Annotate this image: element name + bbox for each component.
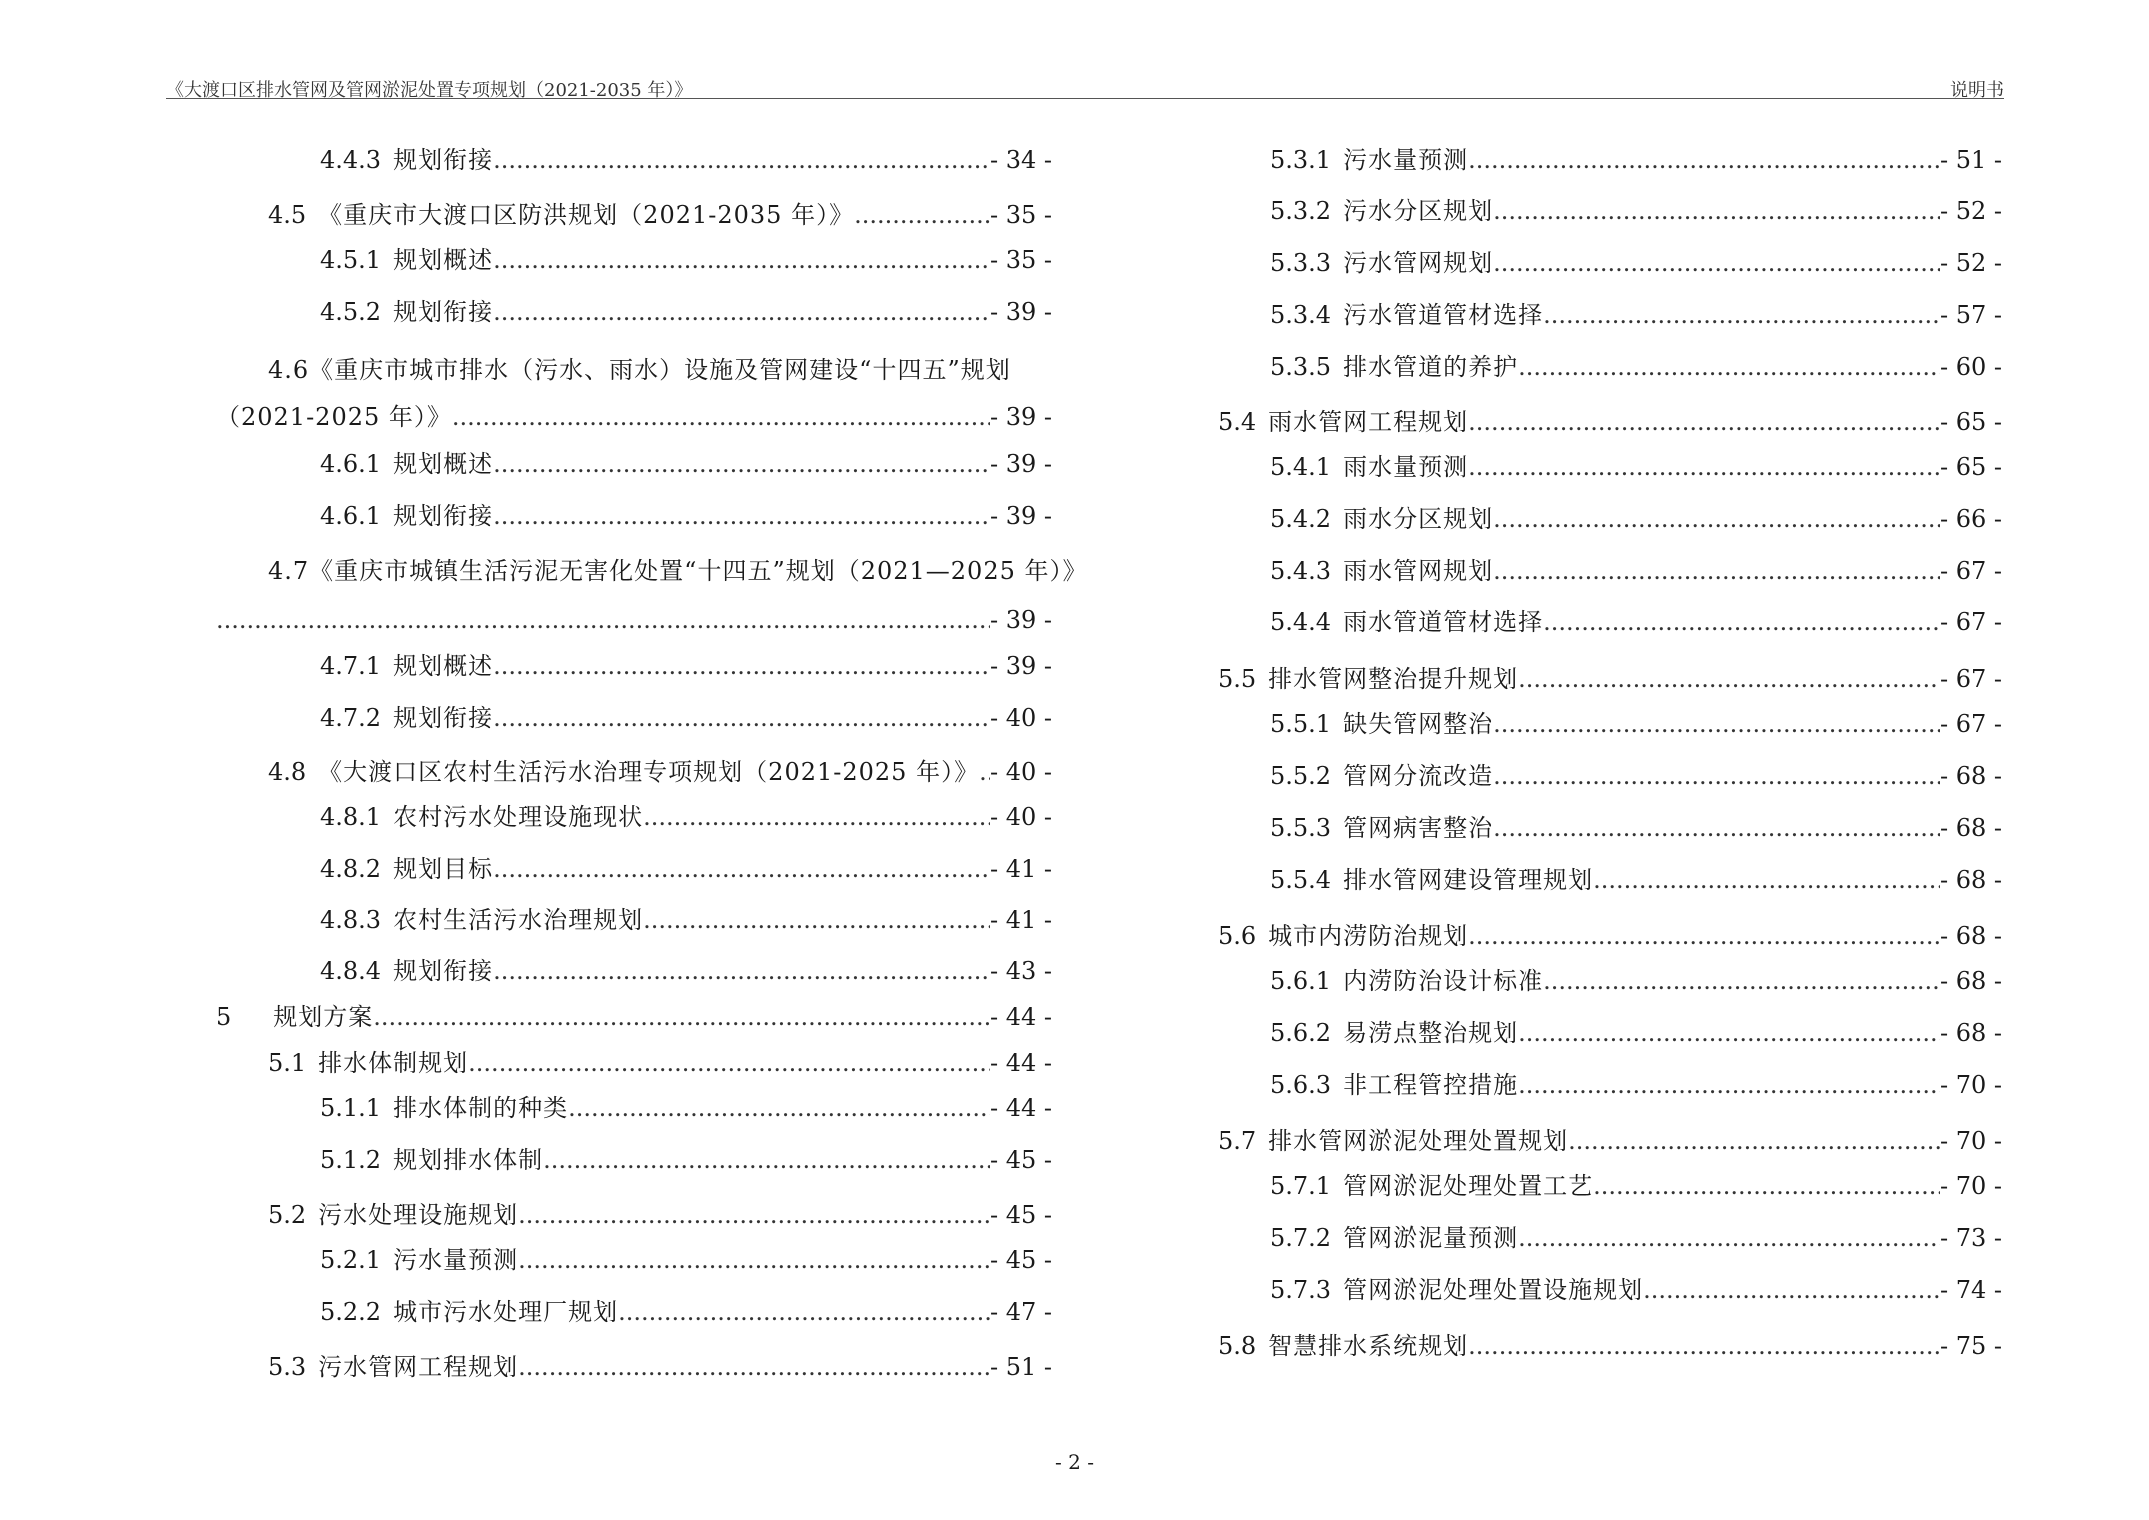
- toc-entry-page: - 39 -: [989, 652, 1052, 680]
- toc-entry-number: 5.4.4: [1270, 608, 1332, 636]
- dot-leader: [1468, 1332, 1940, 1360]
- toc-entry[interactable]: [268, 1353, 1052, 1381]
- toc-entry[interactable]: [320, 1298, 1052, 1326]
- toc-entry[interactable]: [1218, 408, 2002, 436]
- toc-entry-line2[interactable]: [216, 606, 1052, 634]
- toc-entry-page: - 51 -: [1939, 146, 2002, 174]
- toc-entry-page: - 65 -: [1939, 408, 2002, 436]
- toc-entry-title: 排水体制的种类: [393, 1094, 569, 1122]
- toc-entry-page: - 66 -: [1939, 505, 2002, 533]
- toc-entry-number: 4.4.3: [320, 146, 382, 174]
- toc-entry-number: 4.5.1: [320, 246, 382, 274]
- toc-entry-title: 排水管网整治提升规划: [1268, 665, 1519, 693]
- toc-entry-number: 5.8: [1218, 1332, 1257, 1360]
- toc-entry[interactable]: [1270, 1276, 2002, 1304]
- toc-entry-title: 排水管道的养护: [1343, 353, 1519, 381]
- toc-entry-title: 管网淤泥处理处置工艺: [1343, 1172, 1594, 1200]
- dot-leader: [1543, 967, 1940, 995]
- dot-leader: [1568, 1127, 1940, 1155]
- toc-entry-number: 4.8.3: [320, 906, 382, 934]
- dot-leader: [493, 502, 990, 530]
- toc-entry[interactable]: [1270, 146, 2002, 174]
- toc-entry-number: 5.3.2: [1270, 197, 1332, 225]
- toc-entry-line1[interactable]: [268, 356, 1011, 384]
- toc-entry-number: 4.7.1: [320, 652, 382, 680]
- toc-entry-title: 污水处理设施规划: [318, 1201, 519, 1229]
- toc-entry-number: 5.5.1: [1270, 710, 1332, 738]
- toc-entry[interactable]: [1270, 608, 2002, 636]
- toc-entry-page: - 35 -: [989, 201, 1052, 229]
- toc-entry-page: - 45 -: [989, 1246, 1052, 1274]
- toc-entry-number: 5.3.5: [1270, 353, 1332, 381]
- toc-entry-page: - 41 -: [989, 906, 1052, 934]
- toc-entry-number: 5.3.1: [1270, 146, 1332, 174]
- toc-entry-number: 5.2: [268, 1201, 307, 1229]
- toc-entry-title: 污水量预测: [393, 1246, 519, 1274]
- dot-leader: [643, 906, 990, 934]
- toc-entry-number: 5.3.4: [1270, 301, 1332, 329]
- toc-entry-title: 规划方案: [273, 1003, 374, 1031]
- toc-entry-number: 4.5: [268, 201, 307, 229]
- toc-entry[interactable]: [1270, 1071, 2002, 1099]
- toc-entry[interactable]: [320, 450, 1052, 478]
- toc-entry-title: 规划衔接: [393, 298, 494, 326]
- dot-leader: [518, 1201, 990, 1229]
- toc-entry[interactable]: [320, 298, 1052, 326]
- toc-entry-title: 城市污水处理厂规划: [393, 1298, 619, 1326]
- toc-entry-number: 4.8: [268, 758, 307, 786]
- toc-entry[interactable]: [268, 758, 1052, 786]
- toc-entry-page: - 43 -: [989, 957, 1052, 985]
- dot-leader: [468, 1049, 990, 1077]
- toc-entry-page: - 39 -: [989, 502, 1052, 530]
- toc-entry-page: - 45 -: [989, 1146, 1052, 1174]
- toc-entry[interactable]: [268, 1049, 1052, 1077]
- dot-leader: [979, 758, 990, 786]
- dot-leader: [1518, 353, 1940, 381]
- dot-leader: [1493, 710, 1940, 738]
- toc-entry[interactable]: [320, 704, 1052, 732]
- toc-entry-page: - 65 -: [1939, 453, 2002, 481]
- dot-leader: [1493, 557, 1940, 585]
- toc-entry[interactable]: [1270, 197, 2002, 225]
- toc-entry-page: - 73 -: [1939, 1224, 2002, 1252]
- toc-entry-title: 缺失管网整治: [1343, 710, 1494, 738]
- toc-entry-page: - 39 -: [989, 606, 1052, 634]
- toc-entry-number: 5.1: [268, 1049, 307, 1077]
- toc-entry-number: 5: [216, 1003, 232, 1031]
- toc-entry[interactable]: [1218, 665, 2002, 693]
- toc-entry[interactable]: [1270, 1019, 2002, 1047]
- toc-entry-page: - 68 -: [1939, 922, 2002, 950]
- toc-entry-number: 5.6.3: [1270, 1071, 1332, 1099]
- toc-entry-number: 5.2.1: [320, 1246, 382, 1274]
- dot-leader: [1493, 505, 1940, 533]
- toc-entry[interactable]: [1270, 1224, 2002, 1252]
- toc-entry[interactable]: [320, 246, 1052, 274]
- toc-entry[interactable]: [320, 906, 1052, 934]
- toc-entry-number: 5.7: [1218, 1127, 1257, 1155]
- toc-entry-title: 污水管网工程规划: [318, 1353, 519, 1381]
- toc-entry[interactable]: [320, 1094, 1052, 1122]
- toc-entry[interactable]: [268, 201, 1052, 229]
- toc-entry-title: 规划目标: [393, 855, 494, 883]
- dot-leader: [216, 606, 990, 634]
- toc-entry-page: - 45 -: [989, 1201, 1052, 1229]
- dot-leader: [1593, 866, 1940, 894]
- toc-entry-title: 雨水管道管材选择: [1343, 608, 1544, 636]
- toc-entry-title: 污水管道管材选择: [1343, 301, 1544, 329]
- toc-entry-page: - 68 -: [1939, 762, 2002, 790]
- toc-entry-page: - 41 -: [989, 855, 1052, 883]
- toc-entry-number: 5.4.2: [1270, 505, 1332, 533]
- toc-entry[interactable]: [1218, 1332, 2002, 1360]
- toc-entry-title: 农村生活污水治理规划: [393, 906, 644, 934]
- dot-leader: [854, 201, 990, 229]
- toc-entry-title: 规划概述: [393, 652, 494, 680]
- toc-entry[interactable]: [216, 1003, 1052, 1031]
- toc-entry-title: 易涝点整治规划: [1343, 1019, 1519, 1047]
- toc-entry-number: 4.6.1: [320, 450, 382, 478]
- toc-entry[interactable]: [320, 855, 1052, 883]
- toc-entry[interactable]: [1270, 453, 2002, 481]
- toc-entry-number: 5.5.3: [1270, 814, 1332, 842]
- toc-entry-number: 5.1.2: [320, 1146, 382, 1174]
- document-type: 说明书: [1950, 80, 2004, 101]
- toc-entry-page: - 67 -: [1939, 665, 2002, 693]
- page-number: - 2 -: [1055, 1450, 1094, 1474]
- toc-entry-title: 雨水管网规划: [1343, 557, 1494, 585]
- toc-entry-number: 5.2.2: [320, 1298, 382, 1326]
- toc-entry-page: - 39 -: [989, 298, 1052, 326]
- toc-entry-number: 5.6.1: [1270, 967, 1332, 995]
- toc-entry-number: 4.8.2: [320, 855, 382, 883]
- toc-entry[interactable]: [1270, 505, 2002, 533]
- dot-leader: [493, 450, 990, 478]
- toc-entry[interactable]: [320, 957, 1052, 985]
- toc-entry-title: 排水体制规划: [318, 1049, 469, 1077]
- toc-entry-title: 雨水分区规划: [1343, 505, 1494, 533]
- toc-entry-title: 规划衔接: [393, 502, 494, 530]
- toc-entry-page: - 74 -: [1939, 1276, 2002, 1304]
- dot-leader: [518, 1353, 990, 1381]
- toc-entry-number: 4.7: [268, 557, 310, 585]
- toc-entry-page: - 70 -: [1939, 1127, 2002, 1155]
- toc-entry[interactable]: [1270, 353, 2002, 381]
- dot-leader: [1493, 249, 1940, 277]
- toc-entry-title: 规划概述: [393, 246, 494, 274]
- dot-leader: [373, 1003, 990, 1031]
- toc-entry[interactable]: [1270, 301, 2002, 329]
- toc-entry-title: 排水管网淤泥处理处置规划: [1268, 1127, 1569, 1155]
- dot-leader: [518, 1246, 990, 1274]
- toc-entry-title: 管网分流改造: [1343, 762, 1494, 790]
- toc-entry-title: 管网淤泥量预测: [1343, 1224, 1519, 1252]
- dot-leader: [493, 704, 990, 732]
- toc-entry-title: 城市内涝防治规划: [1268, 922, 1469, 950]
- dot-leader: [1518, 1071, 1940, 1099]
- dot-leader: [1493, 814, 1940, 842]
- toc-entry-title: 智慧排水系统规划: [1268, 1332, 1469, 1360]
- toc-entry-page: - 68 -: [1939, 967, 2002, 995]
- dot-leader: [1468, 408, 1940, 436]
- toc-entry-number: 4.6: [268, 356, 310, 384]
- dot-leader: [568, 1094, 990, 1122]
- toc-entry-number: 5.6.2: [1270, 1019, 1332, 1047]
- toc-entry-title: 《大渡口区农村生活污水治理专项规划（2021-2025 年）》: [318, 758, 980, 786]
- toc-entry-page: - 68 -: [1939, 1019, 2002, 1047]
- toc-entry[interactable]: [1270, 557, 2002, 585]
- toc-entry[interactable]: [320, 1146, 1052, 1174]
- toc-entry-title: 管网淤泥处理处置设施规划: [1343, 1276, 1644, 1304]
- toc-entry-page: - 70 -: [1939, 1172, 2002, 1200]
- dot-leader: [1468, 453, 1940, 481]
- dot-leader: [643, 803, 990, 831]
- toc-entry-title: 《重庆市城镇生活污泥无害化处置“十四五”规划（2021—2025 年）》: [309, 557, 1088, 585]
- toc-entry-title: 规划衔接: [393, 146, 494, 174]
- toc-entry-number: 5.1.1: [320, 1094, 382, 1122]
- dot-leader: [618, 1298, 990, 1326]
- dot-leader: [1468, 922, 1940, 950]
- toc-entry-page: - 34 -: [989, 146, 1052, 174]
- toc-entry-title: 内涝防治设计标准: [1343, 967, 1544, 995]
- toc-entry-title: 污水分区规划: [1343, 197, 1494, 225]
- toc-entry[interactable]: [1270, 814, 2002, 842]
- header-divider: [166, 98, 2004, 99]
- dot-leader: [493, 246, 990, 274]
- toc-entry-number: 5.7.3: [1270, 1276, 1332, 1304]
- toc-entry[interactable]: [1218, 1127, 2002, 1155]
- toc-entry-title: 《重庆市大渡口区防洪规划（2021-2035 年）》: [318, 201, 855, 229]
- toc-entry[interactable]: [1270, 249, 2002, 277]
- toc-entry[interactable]: [1218, 922, 2002, 950]
- toc-entry-title: 规划衔接: [393, 704, 494, 732]
- toc-entry-page: - 60 -: [1939, 353, 2002, 381]
- toc-entry-number: 4.8.4: [320, 957, 382, 985]
- dot-leader: [493, 652, 990, 680]
- toc-entry-page: - 44 -: [989, 1094, 1052, 1122]
- dot-leader: [1518, 1019, 1940, 1047]
- toc-entry-number: 5.5.4: [1270, 866, 1332, 894]
- toc-entry[interactable]: [1270, 967, 2002, 995]
- toc-entry-page: - 67 -: [1939, 557, 2002, 585]
- toc-entry-page: - 52 -: [1939, 197, 2002, 225]
- toc-entry-page: - 35 -: [989, 246, 1052, 274]
- toc-entry-page: - 40 -: [989, 758, 1052, 786]
- toc-entry-title: 污水管网规划: [1343, 249, 1494, 277]
- dot-leader: [1643, 1276, 1940, 1304]
- toc-entry-page: - 67 -: [1939, 710, 2002, 738]
- toc-entry-title: 污水量预测: [1343, 146, 1469, 174]
- dot-leader: [452, 403, 990, 431]
- toc-entry-number: 5.7.2: [1270, 1224, 1332, 1252]
- toc-entry-title: 管网病害整治: [1343, 814, 1494, 842]
- toc-entry-title: 规划概述: [393, 450, 494, 478]
- toc-entry-number: 4.8.1: [320, 803, 382, 831]
- dot-leader: [493, 146, 990, 174]
- toc-entry-number: 4.6.1: [320, 502, 382, 530]
- toc-entry[interactable]: [320, 502, 1052, 530]
- toc-entry-page: - 40 -: [989, 803, 1052, 831]
- toc-entry-page: - 70 -: [1939, 1071, 2002, 1099]
- dot-leader: [493, 855, 990, 883]
- toc-entry-title: 非工程管控措施: [1343, 1071, 1519, 1099]
- toc-entry-page: - 47 -: [989, 1298, 1052, 1326]
- toc-entry[interactable]: [320, 146, 1052, 174]
- toc-entry-title: 规划衔接: [393, 957, 494, 985]
- toc-entry-number: 5.4.1: [1270, 453, 1332, 481]
- toc-entry-page: - 75 -: [1939, 1332, 2002, 1360]
- toc-entry-page: - 67 -: [1939, 608, 2002, 636]
- toc-entry-line1[interactable]: [268, 557, 1088, 585]
- document-title: 《大渡口区排水管网及管网淤泥处置专项规划（2021-2035 年）》: [166, 80, 693, 101]
- toc-entry-page: - 39 -: [989, 403, 1052, 431]
- dot-leader: [1493, 197, 1940, 225]
- toc-entry-number: 5.7.1: [1270, 1172, 1332, 1200]
- toc-entry-page: - 40 -: [989, 704, 1052, 732]
- toc-entry-page: - 39 -: [989, 450, 1052, 478]
- toc-entry-title: 规划排水体制: [393, 1146, 544, 1174]
- toc-entry-title-cont: （2021-2025 年）》: [216, 403, 452, 431]
- toc-entry[interactable]: [320, 1246, 1052, 1274]
- dot-leader: [1518, 1224, 1940, 1252]
- toc-entry[interactable]: [320, 803, 1052, 831]
- toc-entry[interactable]: [1270, 710, 2002, 738]
- toc-entry-number: 5.5: [1218, 665, 1257, 693]
- toc-entry-page: - 51 -: [989, 1353, 1052, 1381]
- toc-entry[interactable]: [1270, 762, 2002, 790]
- toc-entry-number: 4.5.2: [320, 298, 382, 326]
- toc-entry-title: 排水管网建设管理规划: [1343, 866, 1594, 894]
- toc-entry-number: 5.4.3: [1270, 557, 1332, 585]
- toc-entry-page: - 68 -: [1939, 814, 2002, 842]
- toc-entry-number: 4.7.2: [320, 704, 382, 732]
- toc-entry[interactable]: [268, 1201, 1052, 1229]
- toc-entry-page: - 68 -: [1939, 866, 2002, 894]
- dot-leader: [543, 1146, 990, 1174]
- page-header: [166, 76, 2004, 101]
- toc-entry[interactable]: [1270, 866, 2002, 894]
- toc-entry-page: - 44 -: [989, 1049, 1052, 1077]
- dot-leader: [1593, 1172, 1940, 1200]
- toc-entry-number: 5.6: [1218, 922, 1257, 950]
- toc-entry-line2[interactable]: [216, 403, 1052, 431]
- toc-entry-page: - 52 -: [1939, 249, 2002, 277]
- dot-leader: [1543, 608, 1940, 636]
- toc-entry-page: - 57 -: [1939, 301, 2002, 329]
- toc-entry-title: 《重庆市城市排水（污水、雨水）设施及管网建设“十四五”规划: [309, 356, 1011, 384]
- dot-leader: [493, 957, 990, 985]
- toc-entry-title: 雨水量预测: [1343, 453, 1469, 481]
- toc-entry-number: 5.3: [268, 1353, 307, 1381]
- toc-entry-number: 5.4: [1218, 408, 1257, 436]
- toc-entry-title: 雨水管网工程规划: [1268, 408, 1469, 436]
- dot-leader: [1493, 762, 1940, 790]
- toc-entry-number: 5.5.2: [1270, 762, 1332, 790]
- toc-entry-title: 农村污水处理设施现状: [393, 803, 644, 831]
- dot-leader: [1543, 301, 1940, 329]
- toc-entry[interactable]: [320, 652, 1052, 680]
- toc-entry-number: 5.3.3: [1270, 249, 1332, 277]
- dot-leader: [493, 298, 990, 326]
- dot-leader: [1518, 665, 1940, 693]
- dot-leader: [1468, 146, 1940, 174]
- toc-entry-page: - 44 -: [989, 1003, 1052, 1031]
- toc-entry[interactable]: [1270, 1172, 2002, 1200]
